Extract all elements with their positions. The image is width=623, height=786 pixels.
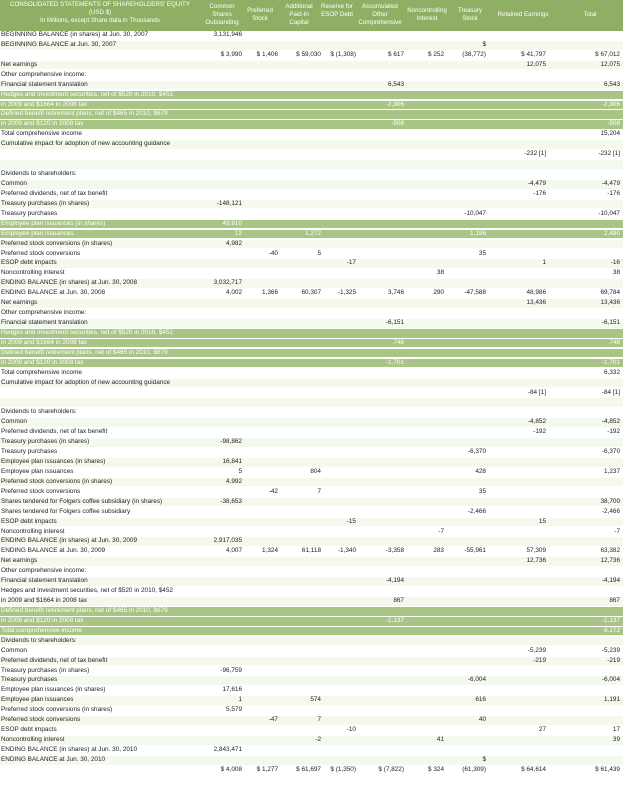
table-row	[0, 488, 623, 497]
table-cell: -176	[607, 189, 620, 197]
table-cell: -219	[533, 656, 546, 664]
table-cell: $ 1,277	[256, 765, 278, 773]
table-cell: 804	[310, 467, 321, 475]
table-row	[0, 71, 623, 80]
table-row	[0, 379, 623, 388]
row-label: BEGINNING BALANCE at Jun. 30, 2007	[1, 40, 117, 48]
row-label: Common	[1, 646, 27, 654]
table-cell: 2,843,471	[213, 746, 242, 753]
table-cell: 60,307	[301, 289, 321, 297]
table-cell: 69,784	[600, 289, 620, 297]
table-row	[0, 716, 623, 725]
table-row	[0, 130, 623, 139]
table-row	[0, 389, 623, 398]
row-label: Employee plan issuances (in shares)	[1, 219, 106, 227]
row-label: Common	[1, 179, 27, 187]
table-cell: -98,862	[220, 438, 242, 446]
table-cell: -4,852	[601, 418, 620, 426]
table-cell: 41	[436, 736, 444, 743]
row-label: ENDING BALANCE (in shares) at Jun. 30, 2009	[1, 537, 138, 545]
table-cell: 428	[475, 467, 486, 475]
table-cell: 12,075	[600, 60, 620, 68]
row-label: Treasury purchases	[1, 676, 58, 684]
table-cell: -47	[268, 716, 278, 724]
column-header: Accumulated Other Comprehensive	[358, 3, 402, 26]
row-label: ESOP debt impacts	[1, 726, 57, 734]
row-label: Cumulative impact for adoption of new accounting guidance	[1, 140, 171, 148]
table-row	[0, 667, 623, 676]
row-label: Preferred stock conversions	[1, 487, 81, 495]
table-cell: 867	[609, 597, 620, 604]
table-row	[0, 567, 623, 576]
row-label: Common	[1, 418, 27, 426]
table-cell: -4,852	[527, 418, 546, 426]
table-row	[0, 726, 623, 735]
table-row	[0, 587, 623, 596]
table-cell: 39	[612, 736, 620, 743]
table-row	[0, 319, 623, 328]
table-cell: -6,004	[601, 676, 620, 684]
table-cell: $ (1,308)	[330, 50, 356, 58]
table-cell: 574	[310, 696, 321, 704]
table-cell: $ 4,008	[220, 765, 242, 773]
row-label: Total comprehensive income	[1, 130, 82, 138]
table-cell: -5,239	[601, 646, 620, 654]
header-title-cell	[2, 1, 198, 25]
row-label: Hedges and investment securities, net of $520 in 2010, $452	[1, 90, 173, 98]
column-header: Total	[583, 11, 597, 18]
table-row	[0, 309, 623, 318]
table-row	[0, 756, 623, 765]
row-label: Defined benefit retirement plans, net of $465 in 2010, $679	[1, 110, 168, 118]
table-cell: -6,151	[601, 319, 620, 326]
table-cell: 16,841	[222, 458, 242, 465]
column-header: Treasury Stock	[457, 7, 483, 22]
table-row	[0, 140, 623, 149]
table-cell: -192	[533, 428, 546, 436]
table-row	[0, 180, 623, 189]
table-row	[0, 41, 623, 50]
table-cell: -6,370	[601, 448, 620, 456]
row-label: Treasury purchases	[1, 448, 58, 456]
table-cell: 1,324	[262, 547, 278, 555]
row-label: Employee plan issuances	[1, 696, 74, 704]
table-row	[0, 329, 623, 338]
table-cell: $ 41,797	[521, 50, 546, 58]
table-row	[0, 250, 623, 259]
table-row	[0, 647, 623, 656]
row-label: Hedges and investment securities, net of $520 in 2010, $452	[1, 328, 173, 336]
table-row	[0, 160, 623, 169]
table-cell: -192	[607, 428, 620, 436]
row-label: Net earnings	[1, 60, 38, 68]
table-cell: 748	[393, 338, 404, 346]
table-cell: -7	[614, 527, 620, 535]
row-label: Noncontrolling interest	[1, 527, 65, 535]
table-row	[0, 676, 623, 685]
row-label: Employee plan issuances	[1, 467, 74, 475]
row-label: in 2009 and $120 in 2008 tax	[1, 120, 84, 128]
table-cell: (61,309)	[462, 765, 486, 773]
table-cell: 38	[436, 269, 444, 277]
row-label: Dividends to shareholders:	[1, 170, 77, 177]
table-cell: 3,131,946	[213, 31, 242, 38]
table-cell: 1,237	[604, 467, 620, 475]
row-label: Treasury purchases (in shares)	[1, 199, 90, 207]
row-label: BEGINNING BALANCE (in shares) at Jun. 30, 2007	[1, 31, 149, 38]
table-cell: 4,982	[226, 239, 242, 247]
table-cell: 1	[542, 259, 546, 267]
table-cell: $ 67,012	[595, 50, 620, 58]
table-row	[0, 557, 623, 566]
table-cell: -84 [1]	[527, 388, 546, 396]
table-cell: -84 [1]	[601, 388, 620, 396]
row-label: ESOP debt impacts	[1, 259, 57, 267]
table-cell: 1,272	[305, 229, 321, 237]
table-cell: -148,121	[216, 199, 242, 207]
table-row	[0, 428, 623, 437]
units-label: In Millions, except Share data in Thousands	[40, 17, 160, 24]
row-label: in 2009 and $120 in 2008 tax	[1, 358, 84, 366]
table-row	[0, 289, 623, 298]
table-row	[0, 110, 623, 119]
row-label: Preferred stock conversions	[1, 716, 81, 724]
table-row	[0, 498, 623, 507]
table-row	[0, 279, 623, 288]
table-row	[0, 120, 623, 129]
table-cell: 6,543	[604, 80, 620, 88]
table-cell: 7	[317, 716, 321, 724]
table-cell: 13,436	[526, 299, 546, 307]
table-cell: $	[482, 40, 486, 48]
table-cell: 1,196	[470, 229, 486, 237]
table-row	[0, 438, 623, 447]
row-label: Dividends to shareholders:	[1, 408, 77, 416]
row-label: Noncontrolling interest	[1, 269, 65, 277]
table-cell: -4,194	[385, 577, 404, 585]
row-label: Treasury purchases	[1, 209, 58, 217]
table-row	[0, 468, 623, 477]
table-row	[0, 398, 623, 407]
table-cell: 8,272	[604, 626, 620, 634]
table-cell: -219	[607, 656, 620, 664]
row-label: Defined benefit retirement plans, net of $465 in 2010, $679	[1, 348, 168, 356]
table-cell: 38,700	[600, 497, 620, 505]
table-cell: 1,366	[262, 289, 278, 297]
row-label: Preferred dividends, net of tax benefit	[1, 656, 108, 664]
table-row	[0, 31, 623, 40]
table-row	[0, 91, 623, 100]
table-row	[0, 686, 623, 695]
table-cell: -15	[346, 517, 356, 525]
table-cell: 4,002	[226, 289, 242, 297]
table-row	[0, 101, 623, 110]
table-cell: 13,436	[600, 299, 620, 307]
table-cell: -47,588	[464, 289, 486, 297]
table-row	[0, 528, 623, 537]
table-cell: -10	[346, 726, 356, 734]
column-header: Reserve for ESOP Debt	[321, 3, 353, 18]
table-cell: 17	[612, 726, 620, 734]
table-row	[0, 150, 623, 159]
table-cell: $ 252	[428, 50, 444, 58]
table-row	[0, 458, 623, 467]
table-cell: -42	[268, 487, 278, 495]
table-cell: 15,204	[600, 130, 620, 138]
table-cell: 3,746	[388, 289, 404, 297]
row-label: ESOP debt impacts	[1, 517, 57, 525]
table-row	[0, 299, 623, 308]
row-label: ENDING BALANCE (in shares) at Jun. 30, 2008	[1, 279, 138, 287]
table-cell: -6,370	[467, 448, 486, 456]
table-cell: -10,047	[598, 209, 620, 217]
table-cell: 48,986	[526, 289, 546, 297]
table-cell: -6,151	[385, 319, 404, 326]
row-label: Treasury purchases (in shares)	[1, 438, 90, 446]
table-cell: -1,340	[337, 547, 356, 555]
statement-title: CONSOLIDATED STATEMENTS OF SHAREHOLDERS' EQUITY	[10, 1, 190, 8]
column-header: Noncontrolling Interest	[407, 7, 447, 22]
row-label: Dividends to shareholders:	[1, 636, 77, 644]
table-cell: 5	[238, 467, 242, 475]
row-label: Financial statement translation	[1, 80, 88, 88]
table-cell: $ 324	[428, 765, 444, 773]
table-row	[0, 259, 623, 268]
row-label: Preferred dividends, net of tax benefit	[1, 189, 108, 197]
table-row	[0, 766, 623, 775]
table-cell: 6,332	[604, 368, 620, 376]
table-cell: 1	[238, 696, 242, 704]
row-label: Total comprehensive income	[1, 626, 82, 634]
table-row	[0, 657, 623, 666]
table-cell: -1,137	[601, 616, 620, 624]
column-header: Retained Earnings	[497, 11, 549, 18]
row-label: Preferred stock conversions (in shares)	[1, 706, 113, 714]
row-label: in 2009 and $1664 in 2008 tax	[1, 338, 87, 346]
table-row	[0, 508, 623, 517]
row-label: Other comprehensive income:	[1, 309, 87, 316]
row-label: Defined benefit retirement plans, net of $465 in 2010, $679	[1, 606, 168, 614]
row-label: in 2009 and $1664 in 2008 tax	[1, 100, 87, 108]
table-cell: $ 3,990	[220, 50, 242, 58]
table-cell: $ 617	[388, 50, 404, 58]
table-cell: 15	[538, 517, 546, 525]
table-cell: -3,358	[385, 547, 404, 555]
row-label: Employee plan issuances (in shares)	[1, 686, 106, 694]
table-row	[0, 210, 623, 219]
table-row	[0, 518, 623, 527]
table-cell: -4,479	[527, 179, 546, 187]
table-row	[0, 81, 623, 90]
column-header: Preferred Stock	[247, 7, 273, 22]
table-row	[0, 637, 623, 646]
table-cell: 5	[317, 249, 321, 257]
table-row	[0, 617, 623, 626]
row-label: in 2009 and $120 in 2008 tax	[1, 616, 84, 624]
row-label: Preferred stock conversions	[1, 249, 81, 257]
column-header: Common Shares Outstanding	[205, 3, 239, 26]
table-cell: $ 61,439	[595, 765, 620, 773]
table-row	[0, 597, 623, 606]
table-cell: -17	[346, 259, 356, 267]
table-cell: 748	[609, 338, 620, 346]
table-cell: -40	[268, 249, 278, 257]
table-cell: 27	[538, 726, 546, 734]
table-cell: -232 [1]	[598, 150, 620, 158]
table-cell: -2,906	[601, 100, 620, 108]
table-cell: -5,239	[527, 646, 546, 654]
table-cell: -2	[315, 736, 321, 743]
table-row	[0, 240, 623, 249]
table-row	[0, 627, 623, 636]
table-cell: -232 [1]	[524, 150, 546, 158]
table-row	[0, 190, 623, 199]
row-label: ENDING BALANCE (in shares) at Jun. 30, 2010	[1, 746, 138, 753]
row-label: ENDING BALANCE at Jun. 30, 2010	[1, 755, 106, 763]
row-label: Hedges and investment securities, net of $520 in 2010, $452	[1, 587, 173, 595]
table-cell: -4,194	[601, 577, 620, 585]
table-cell: 43,910	[222, 219, 242, 227]
table-cell: -1,137	[385, 616, 404, 624]
row-label: Other comprehensive income:	[1, 567, 87, 575]
table-cell: -508	[391, 120, 404, 128]
table-cell: -6,004	[467, 676, 486, 684]
currency-label: (USD $)	[88, 9, 112, 16]
table-cell: 2,917,035	[213, 537, 242, 545]
table-row	[0, 51, 623, 60]
row-label: Noncontrolling interest	[1, 736, 65, 743]
row-label: Cumulative impact for adoption of new accounting guidance	[1, 378, 171, 386]
table-cell: 40	[478, 716, 486, 724]
row-label: Preferred stock conversions (in shares)	[1, 239, 113, 247]
table-row	[0, 418, 623, 427]
row-label: ENDING BALANCE at Jun. 30, 2008	[1, 289, 106, 297]
table-cell: 61,118	[301, 547, 321, 555]
table-row	[0, 230, 623, 239]
table-cell: 63,382	[600, 547, 620, 555]
row-label: Preferred dividends, net of tax benefit	[1, 428, 108, 436]
table-cell: 3,032,717	[213, 279, 242, 287]
table-cell: -10,047	[464, 209, 486, 217]
table-cell: 12,075	[526, 60, 546, 68]
row-label: Total comprehensive income	[1, 368, 82, 376]
table-cell: 7	[317, 487, 321, 495]
table-row	[0, 269, 623, 278]
table-row	[0, 607, 623, 616]
table-cell: $ 64,614	[521, 765, 546, 773]
row-label: Net earnings	[1, 299, 38, 307]
table-row	[0, 696, 623, 705]
table-row	[0, 736, 623, 745]
table-cell: 867	[393, 597, 404, 604]
table-cell: -508	[607, 120, 620, 128]
table-cell: -55,961	[464, 547, 486, 555]
table-row	[0, 359, 623, 368]
table-header	[0, 0, 623, 31]
table-cell: $ (7,822)	[378, 765, 404, 773]
table-cell: -176	[533, 189, 546, 197]
table-cell: -16	[610, 259, 620, 267]
table-cell: -38,653	[220, 497, 242, 505]
table-cell: 12,736	[526, 557, 546, 565]
table-cell: -4,479	[601, 179, 620, 187]
table-cell: -1,701	[601, 358, 620, 366]
row-label: Shares tendered for Folgers coffee subsidiary (in shares)	[1, 497, 163, 505]
table-cell: -96,759	[220, 666, 242, 674]
table-cell: $	[482, 755, 486, 763]
row-label: Other comprehensive income:	[1, 70, 87, 78]
table-row	[0, 170, 623, 179]
table-row	[0, 408, 623, 417]
table-cell: $ (1,350)	[330, 765, 356, 773]
table-cell: -1,701	[385, 358, 404, 366]
table-cell: 38	[612, 269, 620, 277]
table-row	[0, 349, 623, 358]
table-row	[0, 577, 623, 586]
table-cell: 12	[234, 229, 242, 237]
table-cell: -7	[438, 527, 444, 535]
table-cell: $ 1,406	[256, 50, 278, 58]
table-row	[0, 200, 623, 209]
table-cell: 35	[478, 487, 486, 495]
table-cell: $ 61,697	[296, 765, 321, 773]
table-cell: 1,191	[604, 696, 620, 704]
table-cell: 35	[478, 249, 486, 257]
table-row	[0, 369, 623, 378]
row-label: in 2009 and $1664 in 2008 tax	[1, 597, 87, 604]
table-row	[0, 220, 623, 229]
table-cell: -2,466	[601, 507, 620, 515]
row-label: Treasury purchases (in shares)	[1, 666, 90, 674]
table-cell: 12,736	[600, 557, 620, 565]
table-cell: -2,906	[385, 100, 404, 108]
table-cell: 57,309	[526, 547, 546, 555]
table-row	[0, 547, 623, 556]
table-cell: $ 59,030	[296, 50, 321, 58]
row-label: Financial statement translation	[1, 319, 88, 326]
table-row	[0, 448, 623, 457]
table-cell: -1,325	[337, 289, 356, 297]
row-label: ENDING BALANCE at Jun. 30, 2009	[1, 547, 106, 555]
row-label: Net earnings	[1, 557, 38, 565]
row-label: Preferred stock conversions (in shares)	[1, 477, 113, 485]
table-cell: 5,579	[226, 706, 242, 714]
row-label: Financial statement translation	[1, 577, 88, 585]
table-cell: 17,616	[222, 686, 242, 694]
table-cell: 2,480	[604, 229, 620, 237]
row-label: Employee plan issuances	[1, 229, 74, 237]
table-row	[0, 537, 623, 546]
table-cell: (38,772)	[462, 50, 486, 58]
row-label: Employee plan issuances (in shares)	[1, 458, 106, 465]
table-cell: -2,466	[467, 507, 486, 515]
table-cell: 6,543	[388, 80, 404, 88]
table-row	[0, 478, 623, 487]
table-cell: 616	[475, 696, 486, 704]
table-row	[0, 706, 623, 715]
table-cell: 4,007	[226, 547, 242, 555]
table-cell: 283	[433, 547, 444, 555]
column-header: Additional Paid-In Capital	[285, 3, 313, 26]
table-cell: 4,992	[226, 477, 242, 485]
table-row	[0, 746, 623, 755]
table-row	[0, 339, 623, 348]
table-cell: 290	[433, 289, 444, 297]
row-label: Shares tendered for Folgers coffee subsidiary	[1, 507, 131, 515]
table-row	[0, 61, 623, 70]
